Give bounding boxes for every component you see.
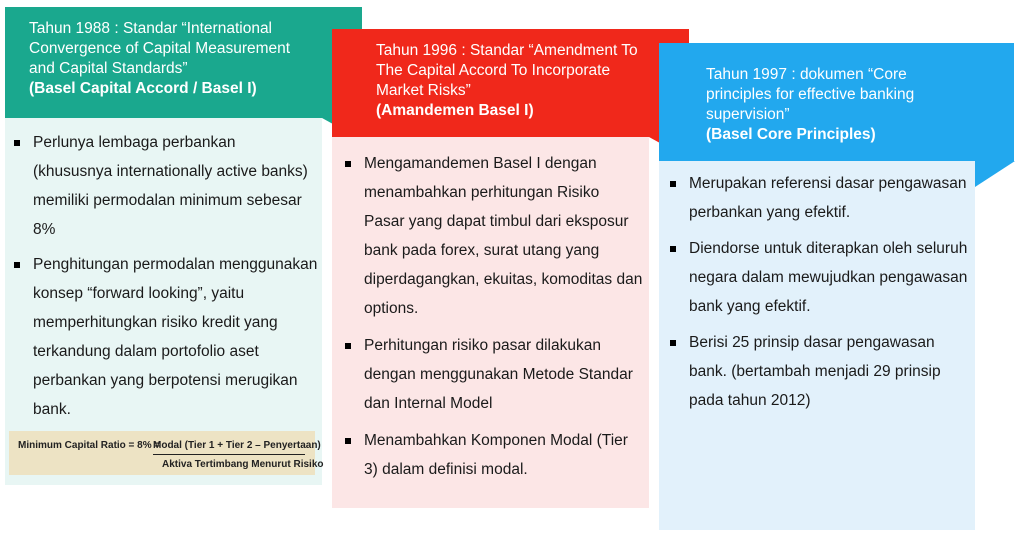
- basel-i-body: [5, 118, 322, 485]
- list-item: Perhitungan risiko pasar dilakukan dengan menggunakan Metode Standar dan Internal Model: [342, 331, 643, 418]
- bullet-list: [667, 169, 969, 415]
- header-bold-title: (Basel Capital Accord / Basel I): [29, 80, 257, 97]
- header-line: The Capital Accord To Incorporate: [376, 62, 611, 79]
- list-item: Menambahkan Komponen Modal (Tier 3) dalam definisi modal.: [342, 426, 643, 484]
- list-item: Berisi 25 prinsip dasar pengawasan bank. (bertambah menjadi 29 prinsip pada tahun 2012): [667, 328, 969, 415]
- core-principles-body: [659, 161, 975, 530]
- header-line: supervision”: [706, 106, 790, 123]
- formula-denominator: Aktiva Tertimbang Menurut Risiko: [162, 459, 324, 470]
- list-item: Perlunya lembaga perbankan (khususnya internationally active banks) memiliki permodalan minimum sebesar 8%: [11, 128, 318, 244]
- header-arrow: [975, 161, 1015, 187]
- basel-i-header: [5, 7, 362, 118]
- header-line: Market Risks”: [376, 82, 471, 99]
- header-line: Tahun 1988 : Standar “International: [29, 20, 273, 37]
- list-item: Penghitungan permodalan menggunakan konsep “forward looking”, yaitu memperhitungkan risiko kredit yang terkandung dalam portofolio aset perbankan yang berpotensi merugikan bank.: [11, 250, 318, 424]
- header-line: Tahun 1996 : Standar “Amendment To: [376, 42, 638, 59]
- header-bold-title: (Amandemen Basel I): [376, 102, 534, 119]
- header-line: Convergence of Capital Measurement: [29, 40, 291, 57]
- header-line: Tahun 1997 : dokumen “Core: [706, 66, 907, 83]
- amandemen-basel-i-header: [332, 29, 689, 137]
- header-line: principles for effective banking: [706, 86, 915, 103]
- fraction-line: [153, 454, 305, 455]
- list-item: Mengamandemen Basel I dengan menambahkan perhitungan Risiko Pasar yang dapat timbul dari eksposur bank pada forex, surat utang yang diperdagangkan, ekuitas, komoditas dan options.: [342, 149, 643, 323]
- bullet-list: [342, 149, 643, 484]
- capital-ratio-formula: [9, 431, 324, 475]
- list-item: Diendorse untuk diterapkan oleh seluruh negara dalam mewujudkan pengawasan bank yang efektif.: [667, 234, 969, 321]
- header-bold-title: (Basel Core Principles): [706, 126, 876, 143]
- formula-left: Minimum Capital Ratio = 8% =: [18, 440, 161, 451]
- header-line: and Capital Standards”: [29, 60, 188, 77]
- amandemen-body: [332, 137, 649, 508]
- core-principles-header: [659, 43, 1014, 161]
- list-item: Merupakan referensi dasar pengawasan perbankan yang efektif.: [667, 169, 969, 227]
- formula-numerator: Modal (Tier 1 + Tier 2 – Penyertaan): [153, 440, 321, 451]
- bullet-list: [11, 128, 318, 424]
